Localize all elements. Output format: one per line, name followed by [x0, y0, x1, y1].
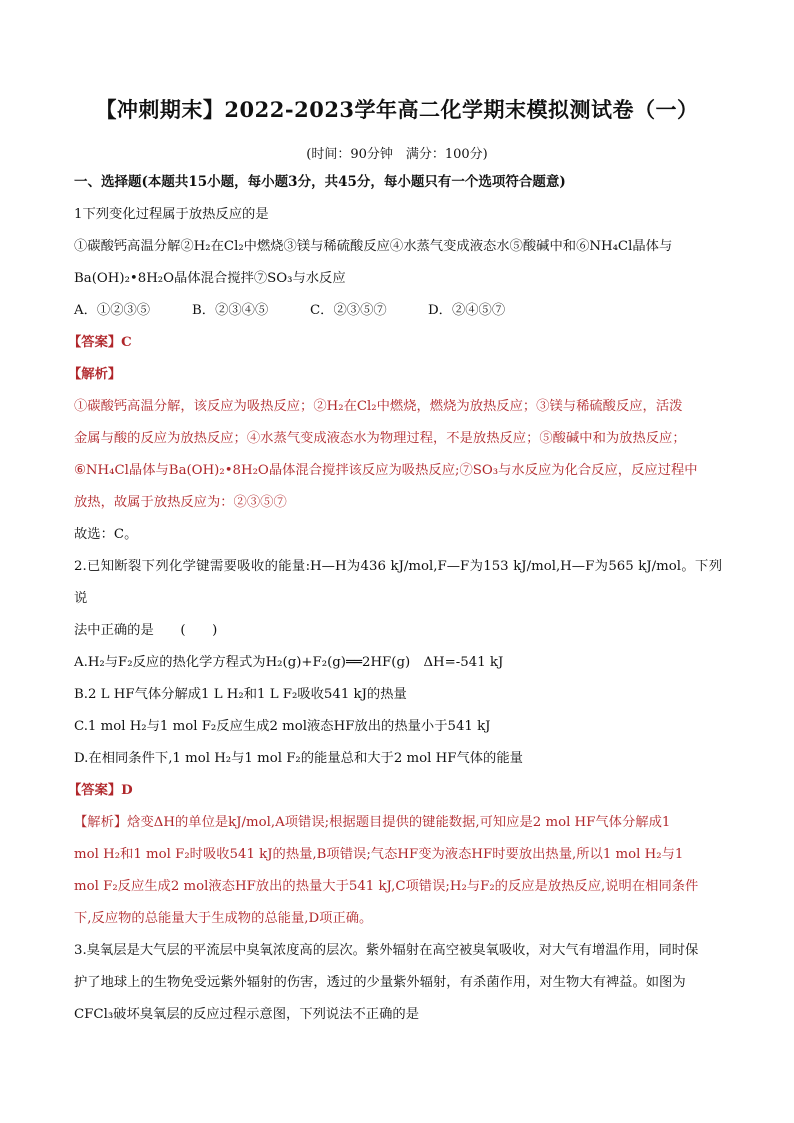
q1-option-d: D．②④⑤⑦	[428, 303, 506, 318]
q3-stem-line: 3.臭氧层是大气层的平流层中臭氧浓度高的层次。紫外辐射在高空被臭氧吸收，对大气有增温作用，同时保	[74, 943, 699, 958]
q2-option-c: C.1 mol H₂与1 mol F₂反应生成2 mol液态HF放出的热量小于541 kJ	[74, 719, 491, 734]
section-heading: 一、选择题(本题共15小题，每小题3分，共45分，每小题只有一个选项符合题意)	[74, 174, 566, 190]
q1-analysis-line: ①碳酸钙高温分解，该反应为吸热反应；②H₂在Cl₂中燃烧，燃烧为放热反应；③镁与稀硫酸反应，活泼	[74, 399, 683, 414]
q1-option-c: C．②③⑤⑦	[310, 303, 387, 318]
q2-option-a: A.H₂与F₂反应的热化学方程式为H₂(g)+F₂(g)══2HF(g) ΔH=-541 kJ	[74, 655, 504, 670]
q2-analysis-line: mol F₂反应生成2 mol液态HF放出的热量大于541 kJ,C项错误;H₂与F₂的反应是放热反应,说明在相同条件	[74, 879, 699, 894]
q2-option-d: D.在相同条件下,1 mol H₂与1 mol F₂的能量总和大于2 mol HF气体的能量	[74, 751, 523, 766]
q2-analysis-line: 【解析】焓变ΔH的单位是kJ/mol,A项错误;根据题目提供的键能数据,可知应是2 mol HF气体分解成1	[74, 815, 671, 830]
q1-analysis-line: ⑥NH₄Cl晶体与Ba(OH)₂•8H₂O晶体混合搅拌该反应为吸热反应;⑦SO₃与水反应为化合反应，反应过程中	[74, 463, 698, 478]
page-title: 【冲刺期末】2022-2023学年高二化学期末模拟测试卷（一）	[95, 97, 699, 122]
q1-answer: 【答案】C	[68, 335, 132, 350]
q1-analysis-tag: 【解析】	[68, 367, 122, 382]
q1-items-line2: Ba(OH)₂•8H₂O晶体混合搅拌⑦SO₃与水反应	[74, 271, 346, 286]
q1-stem: 1下列变化过程属于放热反应的是	[74, 207, 269, 222]
q2-answer: 【答案】D	[68, 783, 133, 798]
q1-analysis-line: 金属与酸的反应为放热反应；④水蒸气变成液态水为物理过程，不是放热反应；⑤酸碱中和为放热反应；	[74, 431, 686, 446]
q2-analysis-line: 下,反应物的总能量大于生成物的总能量,D项正确。	[74, 911, 373, 926]
q3-stem-line: CFCl₃破坏臭氧层的反应过程示意图，下列说法不正确的是	[74, 1007, 419, 1022]
q1-items-line1: ①碳酸钙高温分解②H₂在Cl₂中燃烧③镁与稀硫酸反应④水蒸气变成液态水⑤酸碱中和⑥NH₄Cl晶体与	[74, 239, 673, 254]
q3-stem-line: 护了地球上的生物免受远紫外辐射的伤害，透过的少量紫外辐射，有杀菌作用，对生物大有裨益。如图为	[74, 975, 686, 990]
q2-stem-line1: 2.已知断裂下列化学键需要吸收的能量:H—H为436 kJ/mol,F—F为153 kJ/mol,H—F为565 kJ/mol。下列说	[74, 559, 722, 606]
q1-option-a: A．①②③⑤	[74, 303, 151, 318]
q1-analysis-line: 放热，故属于放热反应为：②③⑤⑦	[74, 495, 287, 510]
exam-time-score: (时间：90分钟 满分：100分)	[306, 147, 488, 162]
q2-stem-line2: 法中正确的是 ( )	[74, 623, 218, 638]
q2-option-b: B.2 L HF气体分解成1 L H₂和1 L F₂吸收541 kJ的热量	[74, 687, 407, 702]
questions	[68, 199, 722, 1031]
q1-conclusion: 故选：C。	[74, 527, 138, 542]
q1-options	[74, 295, 722, 327]
q1-option-b: B．②③④⑤	[192, 303, 269, 318]
q2-analysis-line: mol H₂和1 mol F₂时吸收541 kJ的热量,B项错误;气态HF变为液态HF时要放出热量,所以1 mol H₂与1	[74, 847, 684, 862]
